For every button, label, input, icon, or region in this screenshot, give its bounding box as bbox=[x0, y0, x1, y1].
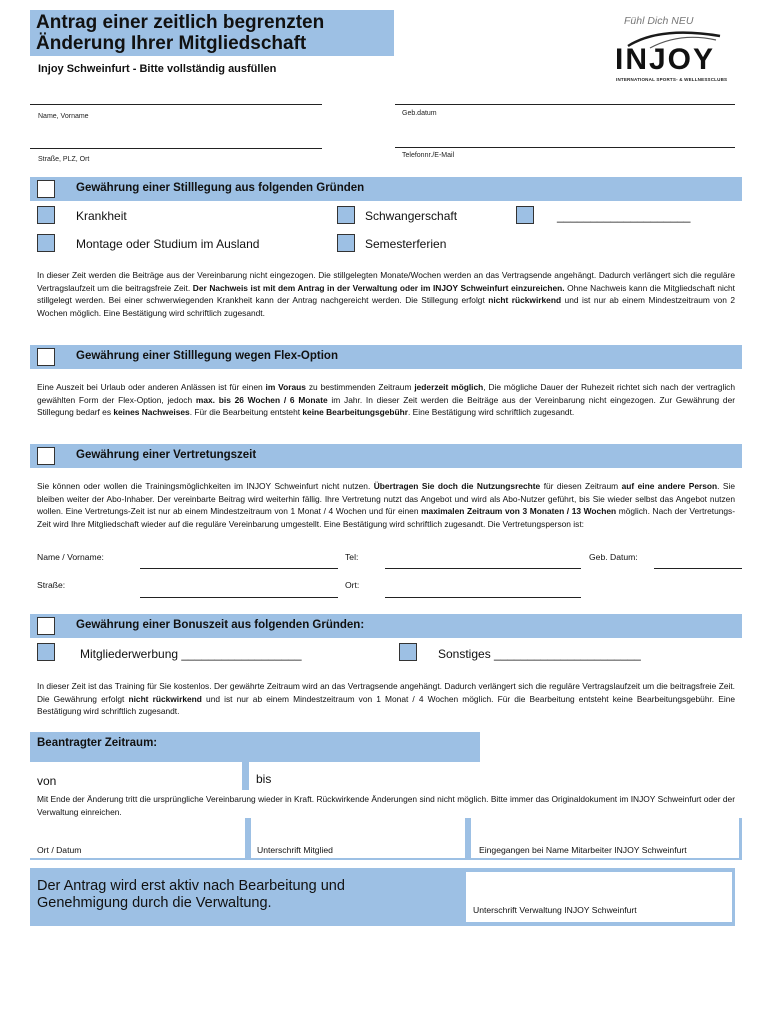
tagline: Fühl Dich NEU bbox=[624, 15, 694, 27]
page-title-line-2: Änderung Ihrer Mitgliedschaft bbox=[36, 33, 307, 54]
bonuszeit-checkbox[interactable] bbox=[37, 617, 55, 635]
sonstiges-field[interactable]: Sonstiges ______________________ bbox=[438, 647, 641, 661]
section1-paragraph: In dieser Zeit werden die Beiträge aus der Vereinbarung nicht eingezogen. Die stillgelegten Monate/Wochen werden an das Vertragsende angehängt. Dadurch verlängert sich die reguläre Vertragslaufzeit um die beitragsfreie Zeit. Der Nachweis ist mit dem Antrag in der Verwaltung oder im INJOY Schweinfurt einzureichen. Ohne Nachweis kann die Mitgliedschaft nicht stillgelegt werden. Bei einer schwerwiegenden Krankheit kann der Antrag nachgereicht werden. Die Stillegung erfolgt nicht rückwirkend und ist nur ab einem Mindestzeitraum von 2 Wochen möglich. Eine Bestätigung wird schriftlich zugesandt. bbox=[37, 270, 736, 318]
bis-label: bis bbox=[256, 772, 272, 786]
birth-line bbox=[395, 104, 735, 105]
unterschrift-mitglied-label: Unterschrift Mitglied bbox=[257, 845, 333, 855]
section-title: Gewährung einer Bonuszeit aus folgenden Gründen: bbox=[76, 619, 365, 631]
verwaltung-signature-label: Unterschrift Verwaltung INJOY Schweinfurt bbox=[473, 905, 637, 915]
logo-subtext: INTERNATIONAL SPORTS- & WELLNESSCLUBS bbox=[616, 77, 728, 82]
semesterferien-label: Semesterferien bbox=[365, 237, 447, 251]
vertretung-birth-input[interactable] bbox=[654, 568, 742, 569]
schwangerschaft-checkbox[interactable] bbox=[337, 206, 355, 224]
sonstiges-checkbox[interactable] bbox=[399, 643, 417, 661]
flex-option-checkbox[interactable] bbox=[37, 348, 55, 366]
vertretung-birth-label: Geb. Datum: bbox=[589, 552, 638, 562]
stilllegung-gruende-checkbox[interactable] bbox=[37, 180, 55, 198]
eingegangen-label: Eingegangen bei Name Mitarbeiter INJOY Schweinfurt bbox=[479, 845, 687, 855]
section2-paragraph: Eine Auszeit bei Urlaub oder anderen Anlässen ist für einen im Voraus zu bestimmenden Zeitraum jederzeit möglich, Die mögliche Dauer der Ruhezeit richtet sich nach der vertraglich gewählten Form der Flex-Option, jedoch max. bis 26 Wochen / 6 Monate im Jahr. In dieser Zeit werden die Beiträge aus der Vereinbarung nicht eingezogen. Zur Gewährung der Stillegung bedarf es keines Nachweises. Für die Bearbeitung entsteht keine Bearbeitungsgebühr. Eine Bestätigung wird schriftlich zugesandt. bbox=[37, 382, 736, 418]
schwangerschaft-label: Schwangerschaft bbox=[365, 209, 458, 223]
section-vertretungszeit bbox=[30, 444, 742, 468]
address-line bbox=[30, 148, 322, 149]
page-title-line-1: Antrag einer zeitlich begrenzten bbox=[36, 12, 325, 33]
section-bonuszeit bbox=[30, 614, 742, 638]
section-stilllegung-gruende bbox=[30, 177, 742, 201]
page-subtitle: Injoy Schweinfurt - Bitte vollständig ausfüllen bbox=[38, 63, 277, 75]
vertretung-tel-input[interactable] bbox=[385, 568, 581, 569]
name-line bbox=[30, 104, 322, 105]
von-input[interactable] bbox=[30, 762, 242, 790]
semesterferien-checkbox[interactable] bbox=[337, 234, 355, 252]
vertretung-name-label: Name / Vorname: bbox=[37, 552, 104, 562]
vertretung-city-label: Ort: bbox=[345, 580, 360, 590]
vertretungszeit-checkbox[interactable] bbox=[37, 447, 55, 465]
birth-label: Geb.datum bbox=[402, 110, 437, 117]
ort-datum-label: Ort / Datum bbox=[37, 845, 82, 855]
period-note: Mit Ende der Änderung tritt die ursprüngliche Vereinbarung wieder in Kraft. Rückwirkende Änderungen sind nicht möglich. Bitte immer das Originaldokument im INJOY Schweinfurt oder der Verwaltung einreichen. bbox=[37, 794, 735, 817]
krankheit-label: Krankheit bbox=[76, 209, 127, 223]
other-reason-checkbox[interactable] bbox=[516, 206, 534, 224]
title-box bbox=[30, 10, 394, 56]
vertretung-city-input[interactable] bbox=[385, 597, 581, 598]
vertretung-street-label: Straße: bbox=[37, 580, 66, 590]
mitgliederwerbung-field[interactable]: Mitgliederwerbung __________________ bbox=[80, 647, 302, 661]
section-title: Gewährung einer Vertretungszeit bbox=[76, 449, 257, 461]
phone-label: Telefonnr./E-Mail bbox=[402, 152, 455, 159]
section3-paragraph: Sie können oder wollen die Trainingsmöglichkeiten im INJOY Schweinfurt nicht nutzen. Übertragen Sie doch die Nutzungsrechte für diesen Zeitraum auf eine andere Person. Sie bleiben weiter der Abo-Inhaber. Der vereinbarte Beitrag wird weiterhin fällig. Ihre Vertretung nutzt das Angebot und wird als Abo-Nutzer geführt, bis Sie wieder selbst das Angebot nutzen wollen. Eine Vertretungs-Zeit ist nur ab einem Mindestzeitraum von 1 Monat / 4 Wochen und für einen maximalen Zeitraum von 3 Monaten / 13 Wochen möglich. Nach der Vertretungs-Zeit wird Ihre Mitgliedschaft wieder auf die reguläre Vereinbarung umgestellt. Eine Bestätigung wird schriftlich zugesandt. Die Vertretungsperson ist: bbox=[37, 481, 736, 529]
vertretung-tel-label: Tel: bbox=[345, 552, 359, 562]
mitgliederwerbung-checkbox[interactable] bbox=[37, 643, 55, 661]
montage-label: Montage oder Studium im Ausland bbox=[76, 237, 260, 251]
krankheit-checkbox[interactable] bbox=[37, 206, 55, 224]
section-title: Gewährung einer Stilllegung aus folgenden Gründen bbox=[76, 182, 365, 194]
logo: INJOY bbox=[615, 43, 716, 76]
other-reason-field[interactable]: ____________________ bbox=[557, 209, 691, 223]
bis-input[interactable] bbox=[249, 762, 480, 790]
vertretung-street-input[interactable] bbox=[140, 597, 338, 598]
final-note: Der Antrag wird erst aktiv nach Bearbeitung und Genehmigung durch die Verwaltung. bbox=[37, 878, 345, 911]
name-label: Name, Vorname bbox=[38, 113, 89, 120]
section-title: Gewährung einer Stilllegung wegen Flex-Option bbox=[76, 350, 338, 362]
section-flex-option bbox=[30, 345, 742, 369]
von-label: von bbox=[37, 774, 57, 788]
address-label: Straße, PLZ, Ort bbox=[38, 156, 90, 163]
period-title: Beantragter Zeitraum: bbox=[37, 737, 158, 749]
section4-paragraph: In dieser Zeit ist das Training für Sie kostenlos. Der gewährte Zeitraum wird an das Vertragsende angehängt. Dadurch verlängert sich die reguläre Vertragslaufzeit um die beitragsfreie Zeit. Die Gewährung erfolgt nicht rückwirkend und ist nur ab einem Mindestzeitraum von 1 Monat / 4 Wochen möglich. Für die Bearbeitung entsteht keine Bearbeitungsgebühr. Eine Bestätigung wird schriftlich zugesandt. bbox=[37, 681, 736, 717]
montage-checkbox[interactable] bbox=[37, 234, 55, 252]
vertretung-name-input[interactable] bbox=[140, 568, 338, 569]
phone-line bbox=[395, 147, 735, 148]
